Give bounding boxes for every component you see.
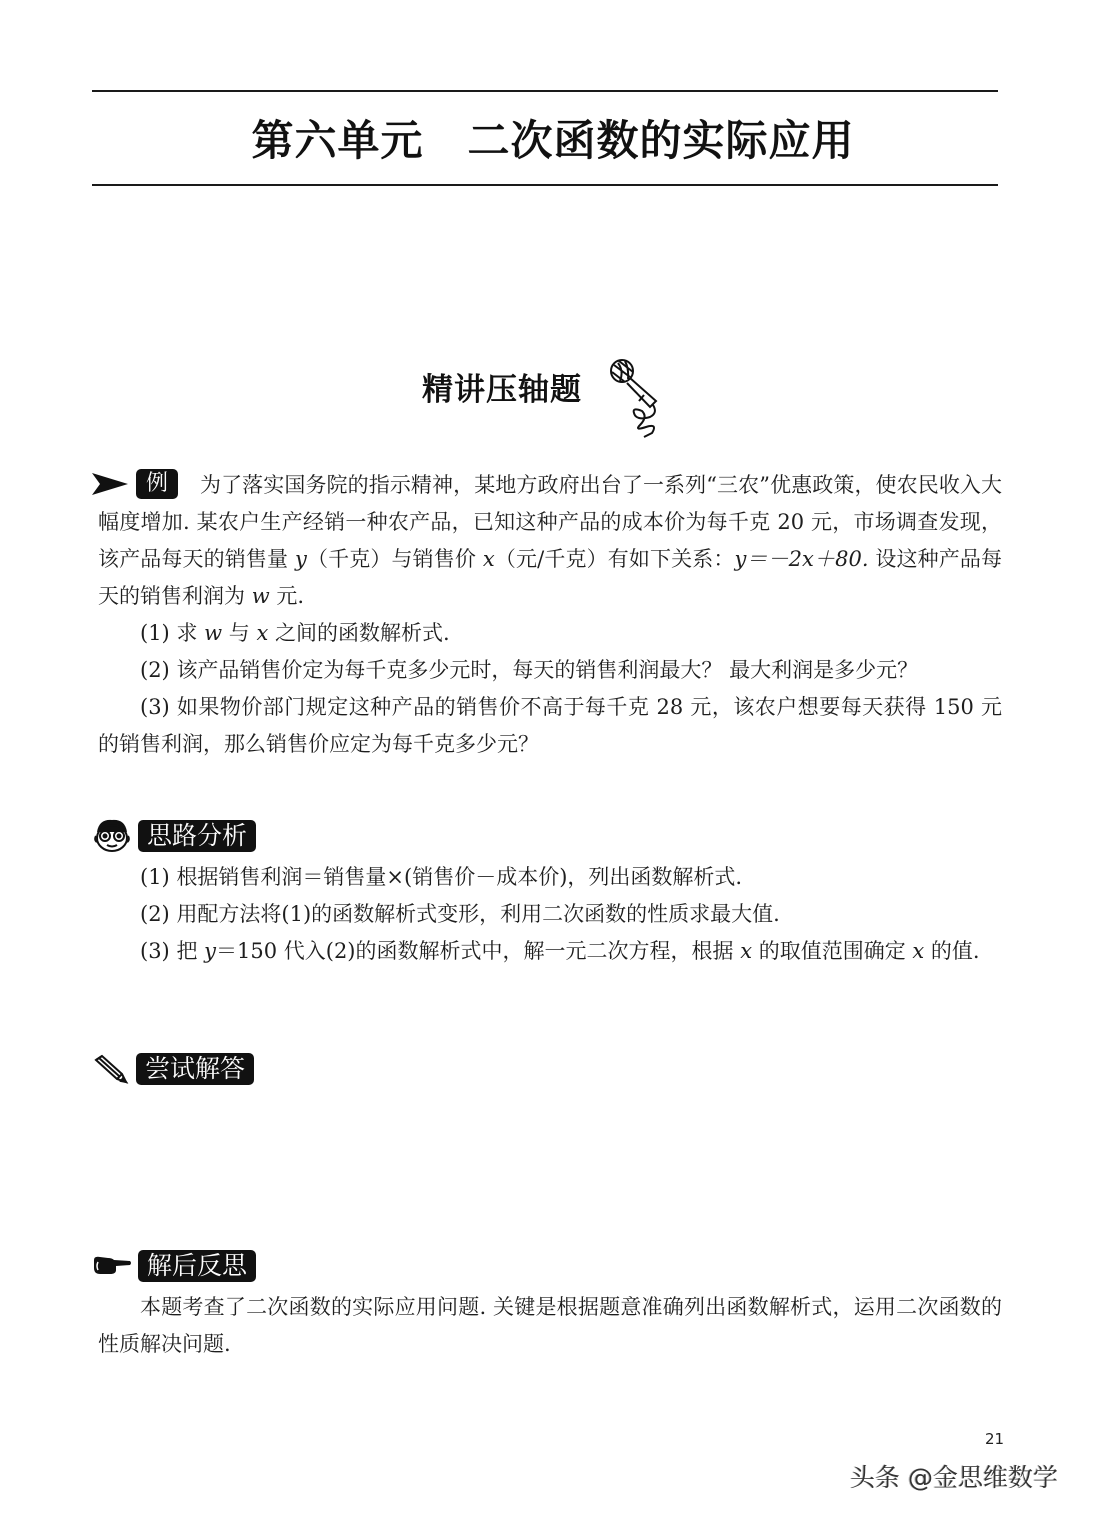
pointing-hand-icon — [92, 1254, 132, 1278]
item-number: (1) — [140, 865, 170, 889]
question-number: (1) — [140, 621, 170, 645]
example-problem — [98, 467, 1002, 763]
item-number: (3) — [140, 939, 170, 963]
question-2 — [98, 652, 1002, 689]
var-x: x — [256, 621, 269, 645]
question-text: 该产品销售价定为每千克多少元时，每天的销售利润最大？ 最大利润是多少元？ — [176, 658, 919, 682]
problem-text: 为了落实国务院的指示精神，某地方政府出台了一系列“三农”优惠政策，使农民收入大幅度增加. 某农户生产经销一种农产品，已知这种产品的成本价为每千克 20 元，市场调查发现，该产品每天的销售量 — [98, 473, 1002, 571]
section-title: 精讲压轴题 — [422, 372, 582, 408]
problem-text: 设这种产品每天的销售利润为 — [98, 547, 1002, 608]
unit-title — [0, 108, 1106, 168]
top-rule — [92, 90, 998, 92]
analysis-item-1 — [98, 859, 1002, 896]
question-text: 如果物价部门规定这种产品的销售价不高于每千克 28 元，该农户想要每天获得 150 元的销售利润，那么销售价应定为每千克多少元？ — [98, 695, 1002, 756]
student-face-icon — [92, 818, 132, 854]
page-number: 21 — [985, 1430, 1005, 1448]
reflection-header — [92, 1250, 256, 1282]
item-text: ＝150 代入(2)的函数解析式中，解一元二次方程，根据 — [216, 939, 741, 963]
var-y: y — [204, 939, 216, 963]
analysis-badge: 思路分析 — [138, 820, 256, 852]
item-text: 把 — [176, 939, 205, 963]
watermark: 头条 @金思维数学 — [850, 1463, 1058, 1492]
attempt-badge: 尝试解答 — [136, 1053, 254, 1085]
question-text: 之间的函数解析式. — [268, 621, 450, 645]
analysis-item-3 — [98, 933, 1002, 970]
var-y: y — [295, 547, 307, 571]
question-text: 求 — [176, 621, 205, 645]
reflection-content — [98, 1289, 1002, 1363]
item-text: 的取值范围确定 — [752, 939, 913, 963]
question-text: 与 — [222, 621, 257, 645]
item-text: 根据销售利润＝销售量×(销售价－成本价)，列出函数解析式. — [176, 865, 743, 889]
problem-text: 元. — [269, 584, 305, 608]
unit-label: 第六单元 — [251, 116, 424, 165]
unit-topic: 二次函数的实际应用 — [467, 116, 855, 165]
analysis-header — [92, 818, 256, 854]
question-number: (2) — [140, 658, 170, 682]
problem-text: （元/千克）有如下关系： — [494, 547, 735, 571]
var-w: w — [251, 584, 270, 608]
reflection-text: 本题考查了二次函数的实际应用问题. 关键是根据题意准确列出函数解析式，运用二次函数的性质解决问题. — [98, 1295, 1002, 1356]
question-1 — [98, 615, 1002, 652]
pencil-icon — [92, 1054, 130, 1084]
var-x: x — [740, 939, 753, 963]
item-number: (2) — [140, 902, 170, 926]
analysis-item-2 — [98, 896, 1002, 933]
example-badge: 例 — [136, 469, 178, 499]
item-text: 的值. — [924, 939, 980, 963]
var-w: w — [204, 621, 223, 645]
bottom-rule — [92, 184, 998, 186]
problem-text: （千克）与销售价 — [306, 547, 483, 571]
question-number: (3) — [140, 695, 170, 719]
equation: y＝－2x＋80. — [734, 547, 869, 571]
question-3 — [98, 689, 1002, 763]
var-x: x — [482, 547, 495, 571]
item-text: 用配方法将(1)的函数解析式变形，利用二次函数的性质求最大值. — [176, 902, 780, 926]
microphone-icon — [606, 355, 672, 439]
reflection-badge: 解后反思 — [138, 1250, 256, 1282]
analysis-content — [98, 859, 1002, 970]
var-x: x — [912, 939, 925, 963]
attempt-header — [92, 1053, 254, 1085]
